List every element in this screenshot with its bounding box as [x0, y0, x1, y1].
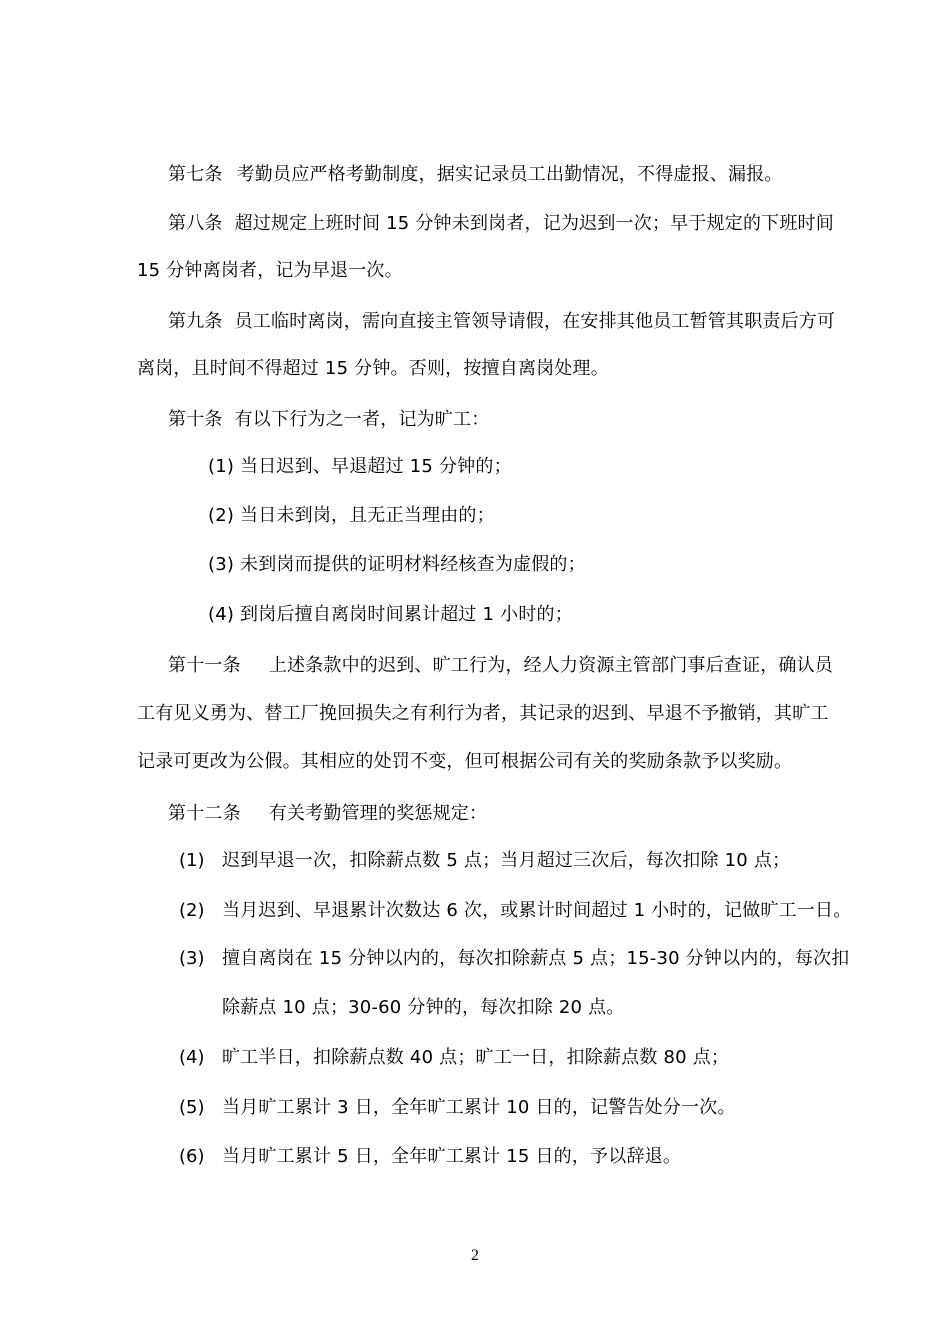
article-10-item-2: (2) 当日未到岗，且无正当理由的；	[208, 505, 495, 526]
article-12-item-5-text: 当月旷工累计 3 日，全年旷工累计 10 日的，记警告处分一次。	[222, 1097, 736, 1118]
article-12-item-2-num: (2)	[179, 900, 205, 921]
article-8-label: 第八条	[168, 213, 223, 234]
article-12-item-6-text: 当月旷工累计 5 日，全年旷工累计 15 日的，予以辞退。	[222, 1146, 682, 1167]
article-8-line-1	[168, 211, 834, 237]
article-12-item-3-num: (3)	[179, 948, 205, 969]
article-10-item-4: (4) 到岗后擅自离岗时间累计超过 1 小时的；	[208, 604, 573, 625]
article-7-text: 考勤员应严格考勤制度，据实记录员工出勤情况，不得虚报、漏报。	[236, 164, 783, 185]
article-12-item-3-text-1: 擅自离岗在 15 分钟以内的，每次扣除薪点 5 点；15-30 分钟以内的，每次扣	[222, 948, 850, 969]
article-9-label: 第九条	[168, 311, 223, 332]
article-12-item-1-num: (1)	[179, 850, 205, 871]
article-12-item-3-text-2: 除薪点 10 点；30-60 分钟的，每次扣除 20 点。	[222, 997, 625, 1018]
article-7-label: 第七条	[168, 164, 223, 185]
article-8-text-1: 超过规定上班时间 15 分钟未到岗者，记为迟到一次；早于规定的下班时间	[234, 213, 834, 234]
article-10-item-1: (1) 当日迟到、早退超过 15 分钟的；	[208, 456, 512, 477]
article-12-item-4-text: 旷工半日，扣除薪点数 40 点；旷工一日，扣除薪点数 80 点；	[222, 1047, 730, 1068]
article-12-item-4-num: (4)	[179, 1047, 205, 1068]
page-number: 2	[471, 1247, 479, 1264]
article-11-line-3: 记录可更改为公假。其相应的处罚不变，但可根据公司有关的奖励条款予以奖励。	[137, 751, 793, 772]
article-10-item-3: (3) 未到岗而提供的证明材料经核查为虚假的；	[208, 554, 586, 575]
article-12-text: 有关考勤管理的奖惩规定：	[268, 803, 488, 824]
article-9-line-1	[168, 309, 835, 335]
article-12-item-2-text: 当月迟到、早退累计次数达 6 次，或累计时间超过 1 小时的，记做旷工一日。	[222, 900, 852, 921]
article-10-line-1	[168, 407, 489, 433]
article-10-label: 第十条	[168, 409, 223, 430]
article-12-item-1-text: 迟到早退一次，扣除薪点数 5 点；当月超过三次后，每次扣除 10 点；	[222, 850, 791, 871]
article-7-line-1	[168, 162, 783, 188]
article-12-item-5-num: (5)	[179, 1097, 205, 1118]
article-10-text: 有以下行为之一者，记为旷工：	[234, 409, 490, 430]
article-11-text-1: 上述条款中的迟到、旷工行为，经人力资源主管部门事后查证，确认员	[268, 655, 834, 676]
article-12-item-6-num: (6)	[179, 1146, 205, 1167]
article-8-line-2: 15 分钟离岗者，记为早退一次。	[137, 260, 403, 281]
article-11-line-1	[168, 653, 833, 679]
article-9-text-1: 员工临时离岗，需向直接主管领导请假，在安排其他员工暂管其职责后方可	[234, 311, 836, 332]
article-9-line-2: 离岗，且时间不得超过 15 分钟。否则，按擅自离岗处理。	[137, 358, 609, 379]
article-12-line-1	[168, 801, 487, 827]
article-11-line-2: 工有见义勇为、替工厂挽回损失之有利行为者，其记录的迟到、早退不予撤销，其旷工	[137, 703, 829, 724]
article-11-label: 第十一条	[168, 655, 241, 676]
article-12-label: 第十二条	[168, 803, 241, 824]
